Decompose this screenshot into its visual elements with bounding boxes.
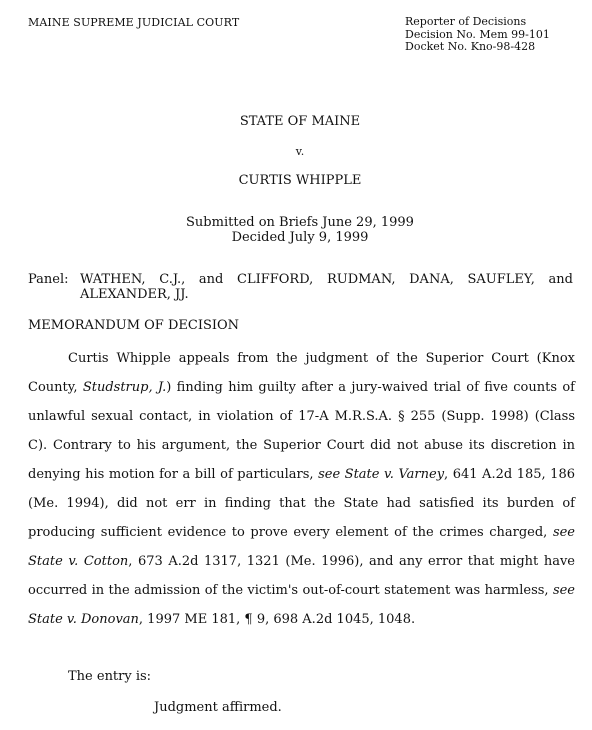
body-text-2: ) finding him guilty after a jury-waived trial of five counts of unlawful sexual contact, in violation of 17-A M.R.S.A. § 255 (Supp. 1998) (Class C). Contrary to his argument, the Superior Court did not abuse its discretion in denying his motion for a bill of particulars, [28, 380, 575, 482]
plaintiff-name: STATE OF MAINE [239, 114, 361, 129]
panel-justices-line-1: WATHEN, C.J., and CLIFFORD, RUDMAN, DANA, SAUFLEY, and [80, 272, 573, 287]
judge-name: Studstrup, J. [82, 380, 167, 395]
submitted-date: Submitted on Briefs June 29, 1999 [186, 215, 414, 230]
citation-cotton: see State v. Cotton [28, 525, 575, 569]
defendant-name: CURTIS WHIPPLE [238, 173, 362, 188]
panel-of-justices [28, 272, 573, 302]
citation-varney: see State v. Varney [318, 467, 445, 482]
versus-label: v. [295, 145, 305, 158]
reporter-block [405, 16, 550, 54]
entry-label: The entry is: [68, 669, 152, 684]
panel-justices-line-2: ALEXANDER, JJ. [80, 287, 189, 302]
decided-date: Decided July 9, 1999 [231, 230, 369, 245]
court-name: MAINE SUPREME JUDICIAL COURT [28, 16, 240, 29]
panel-label: Panel: [28, 272, 69, 287]
decision-number: Decision No. Mem 99-101 [405, 27, 550, 41]
reporter-label: Reporter of Decisions [405, 15, 527, 28]
citation-donovan: see State v. Donovan [28, 583, 575, 627]
judgment-text: Judgment affirmed. [154, 700, 282, 715]
panel-first-line [28, 272, 573, 287]
decision-body [28, 344, 575, 634]
memorandum-heading: MEMORANDUM OF DECISION [28, 318, 240, 333]
body-text-4: , 673 A.2d 1317, 1321 (Me. 1996), and any error that might have occurred in the admission of the victim's out-of-court statement was harmless, [28, 554, 575, 598]
decision-dates [0, 215, 592, 245]
body-text-5: , 1997 ME 181, ¶ 9, 698 A.2d 1045, 1048. [138, 612, 416, 627]
body-text-1: Curtis Whipple appeals from the judgment of the Superior Court (Knox County, [28, 351, 575, 395]
body-text-3: , 641 A.2d 185, 186 (Me. 1994), did not err in finding that the State had satisfied its burden of producing sufficient evidence to prove every element of the crimes charged, [28, 467, 575, 540]
docket-number: Docket No. Kno-98-428 [405, 40, 536, 53]
